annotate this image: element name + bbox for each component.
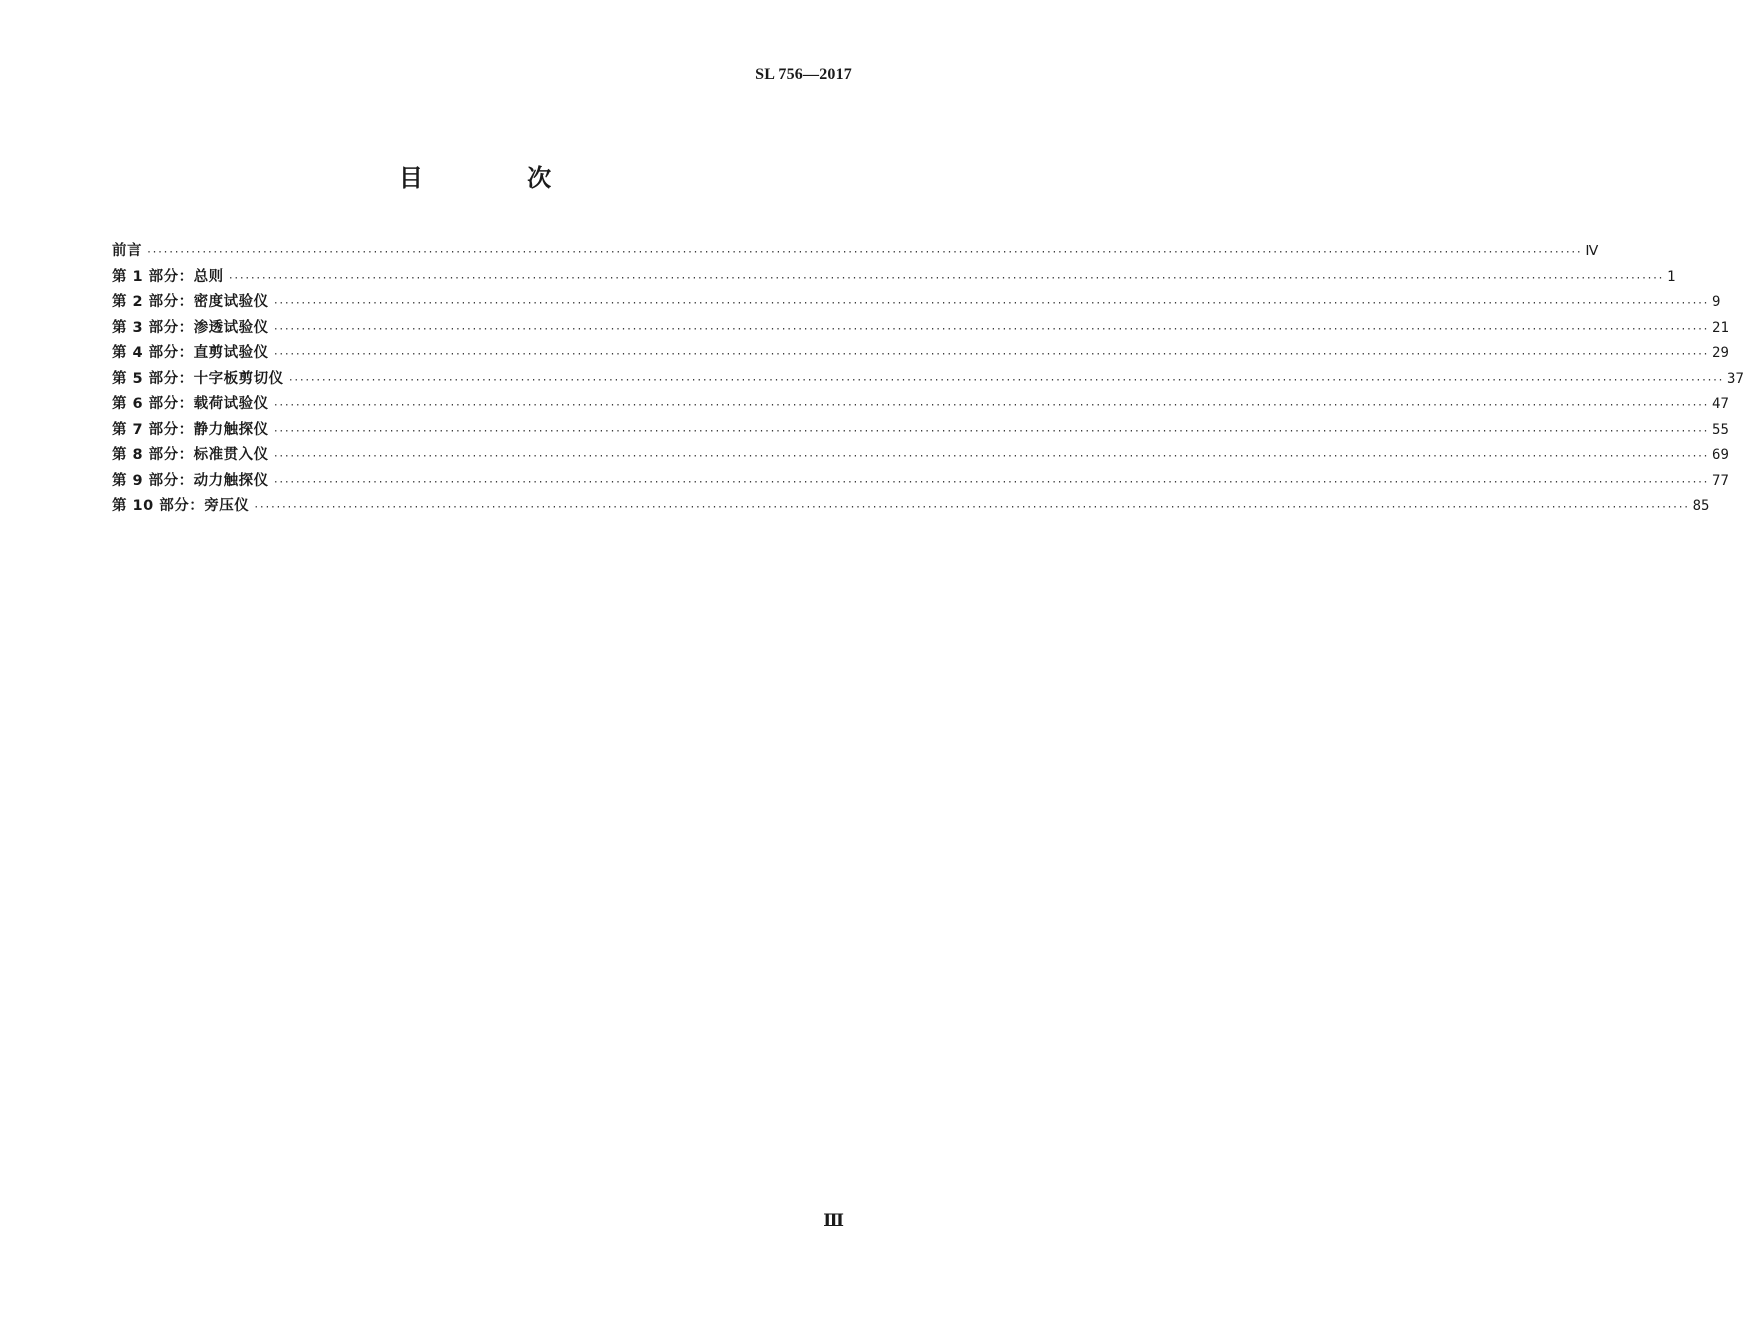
page-folio: Ⅲ [823,1211,844,1230]
toc-entry-label: 第 10 部分：旁压仪 [112,498,250,514]
toc-dot-leader: ···································································································································································································································································· [272,425,1709,437]
toc-entry[interactable] [112,494,1710,520]
toc-entry-page: 77 [1712,472,1729,489]
toc-dot-leader: ···································································································································································································································································· [146,247,1582,258]
toc-entry-page: Ⅳ [1585,243,1599,259]
toc-entry-page: 29 [1712,345,1729,361]
toc-entry-page: 47 [1712,396,1729,412]
toc-dot-leader: ···································································································································································································································································· [272,451,1709,462]
toc-dot-leader: ···································································································································································································································································· [272,298,1709,309]
toc-entry-page: 1 [1667,268,1676,285]
toc-entry-label: 第 5 部分：十字板剪切仪 [112,370,284,387]
toc-dot-leader: ···································································································································································································································································· [272,323,1709,335]
toc-entry-page: 21 [1712,319,1729,336]
toc-dot-leader: ···································································································································································································································································· [253,502,1689,513]
toc-entry[interactable] [112,469,1729,495]
toc-entry-page: 9 [1712,294,1721,310]
document-code: SL 756—2017 [755,66,852,83]
toc-entry-label: 第 9 部分：动力触探仪 [112,472,269,489]
toc-entry-page: 37 [1727,370,1744,387]
toc-entry[interactable] [112,392,1729,418]
toc-dot-leader: ···································································································································································································································································· [227,272,1664,284]
toc-entry-label: 第 1 部分：总则 [112,268,224,285]
toc-dot-leader: ···································································································································································································································································· [287,374,1724,386]
toc-entry[interactable] [112,341,1729,367]
toc-entry[interactable] [112,316,1729,342]
toc-dot-leader: ···································································································································································································································································· [272,476,1709,488]
toc-entry-label: 第 2 部分：密度试验仪 [112,294,269,310]
toc-entry[interactable] [112,367,1744,393]
toc-list [112,239,1744,520]
toc-entry[interactable] [112,290,1721,316]
toc-dot-leader: ···································································································································································································································································· [272,349,1709,360]
toc-entry-label: 第 8 部分：标准贯入仪 [112,447,269,463]
toc-entry-label: 第 6 部分：载荷试验仪 [112,396,269,412]
toc-title: 目 次 [398,164,600,192]
toc-entry-label: 第 4 部分：直剪试验仪 [112,345,269,361]
toc-entry[interactable] [112,418,1729,444]
toc-entry-page: 85 [1692,498,1710,514]
toc-entry-label: 第 3 部分：渗透试验仪 [112,319,269,336]
toc-entry-label: 第 7 部分：静力触探仪 [112,421,269,438]
toc-entry-page: 55 [1712,421,1729,438]
toc-entry[interactable] [112,443,1729,469]
toc-entry-page: 69 [1712,447,1729,463]
toc-entry-label: 前言 [112,243,142,259]
toc-entry[interactable] [112,239,1599,265]
toc-dot-leader: ···································································································································································································································································· [272,400,1709,411]
toc-entry[interactable] [112,265,1676,291]
